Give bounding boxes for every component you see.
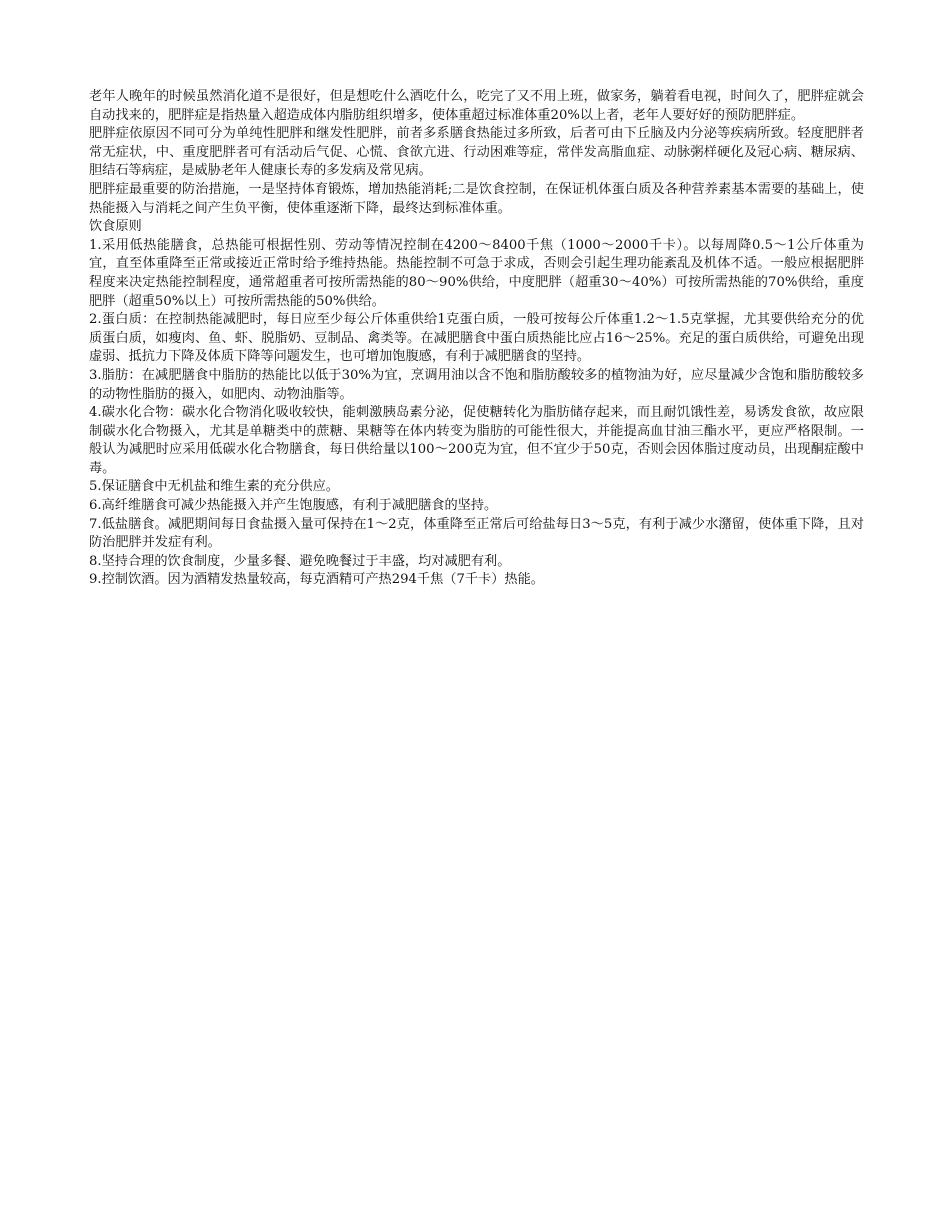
section-heading: 饮食原则 [89, 219, 142, 235]
intro-paragraph-1: 老年人晚年的时候虽然消化道不是很好，但是想吃什么酒吃什么，吃完了又不用上班，做家务，躺着看电视，时间久了，肥胖症就会自动找来的，肥胖症是指热量入超造成体内脂肪组织增多，使体重超过标准体重20%以上者，老年人要好好的预防肥胖症。 [89, 89, 864, 123]
principle-item-8: 8.坚持合理的饮食制度，少量多餐、避免晚餐过于丰盛，均对减肥有利。 [89, 553, 511, 569]
intro-paragraph-2: 肥胖症依原因不同可分为单纯性肥胖和继发性肥胖，前者多系膳食热能过多所致，后者可由下丘脑及内分泌等疾病所致。轻度肥胖者常无症状，中、重度肥胖者可有活动后气促、心慌、食欲亢进、行动困难等症，常伴发高脂血症、动脉粥样硬化及冠心病、糖尿病、胆结石等病症，是威胁老年人健康长寿的多发病及常见病。 [89, 126, 864, 179]
principle-item-7: 7.低盐膳食。减肥期间每日食盐摄入量可保持在1～2克，体重降至正常后可给盐每日3～5克，有利于减少水潴留，使体重下降，且对防治肥胖并发症有利。 [89, 516, 864, 551]
principle-item-9: 9.控制饮酒。因为酒精发热量较高，每克酒精可产热294千焦（7千卡）热能。 [89, 572, 544, 588]
principle-item-4: 4.碳水化合物：碳水化合物消化吸收较快，能刺激胰岛素分泌，促使糖转化为脂肪储存起来，而且耐饥饿性差，易诱发食欲，故应限制碳水化合物摄入，尤其是单糖类中的蔗糖、果糖等在体内转变为脂肪的可能性很大，并能提高血甘油三酯水平，更应严格限制。一般认为减肥时应采用低碳水化合物膳食，每日供给量以100～200克为宜，但不宜少于50克，否则会因体脂过度动员，出现酮症酸中毒。 [89, 405, 864, 476]
principle-item-2: 2.蛋白质：在控制热能减肥时，每日应至少每公斤体重供给1克蛋白质，一般可按每公斤体重1.2～1.5克掌握，尤其要供给充分的优质蛋白质，如瘦肉、鱼、虾、脱脂奶、豆制品、禽类等。在减肥膳食中蛋白质热能比应占16～25%。充足的蛋白质供给，可避免出现虚弱、抵抗力下降及体质下降等问题发生，也可增加饱腹感，有利于减肥膳食的坚持。 [89, 312, 864, 365]
principle-item-6: 6.高纤维膳食可减少热能摄入并产生饱腹感，有利于减肥膳食的坚持。 [89, 498, 498, 514]
principle-item-1: 1.采用低热能膳食，总热能可根据性别、劳动等情况控制在4200～8400千焦（1000～2000千卡）。以每周降0.5～1公斤体重为宜，直至体重降至正常或接近正常时给予维持热能。热能控制不可急于求成，否则会引起生理功能紊乱及机体不适。一般应根据肥胖程度来决定热能控制程度，通常超重者可按所需热能的80～90%供给，中度肥胖（超重30～40%）可按所需热能的70%供给，重度肥胖（超重50%以上）可按所需热能的50%供给。 [89, 237, 864, 309]
document-body [89, 88, 864, 590]
principle-item-5: 5.保证膳食中无机盐和维生素的充分供应。 [89, 479, 339, 495]
principle-item-3: 3.脂肪：在减肥膳食中脂肪的热能比以低于30%为宜，烹调用油以含不饱和脂肪酸较多的植物油为好，应尽量减少含饱和脂肪酸较多的动物性脂肪的摄入，如肥肉、动物油脂等。 [89, 367, 864, 402]
intro-paragraph-3: 肥胖症最重要的防治措施，一是坚持体育锻炼，增加热能消耗;二是饮食控制，在保证机体蛋白质及各种营养素基本需要的基础上，使热能摄入与消耗之间产生负平衡，使体重逐渐下降，最终达到标准体重。 [89, 181, 864, 216]
